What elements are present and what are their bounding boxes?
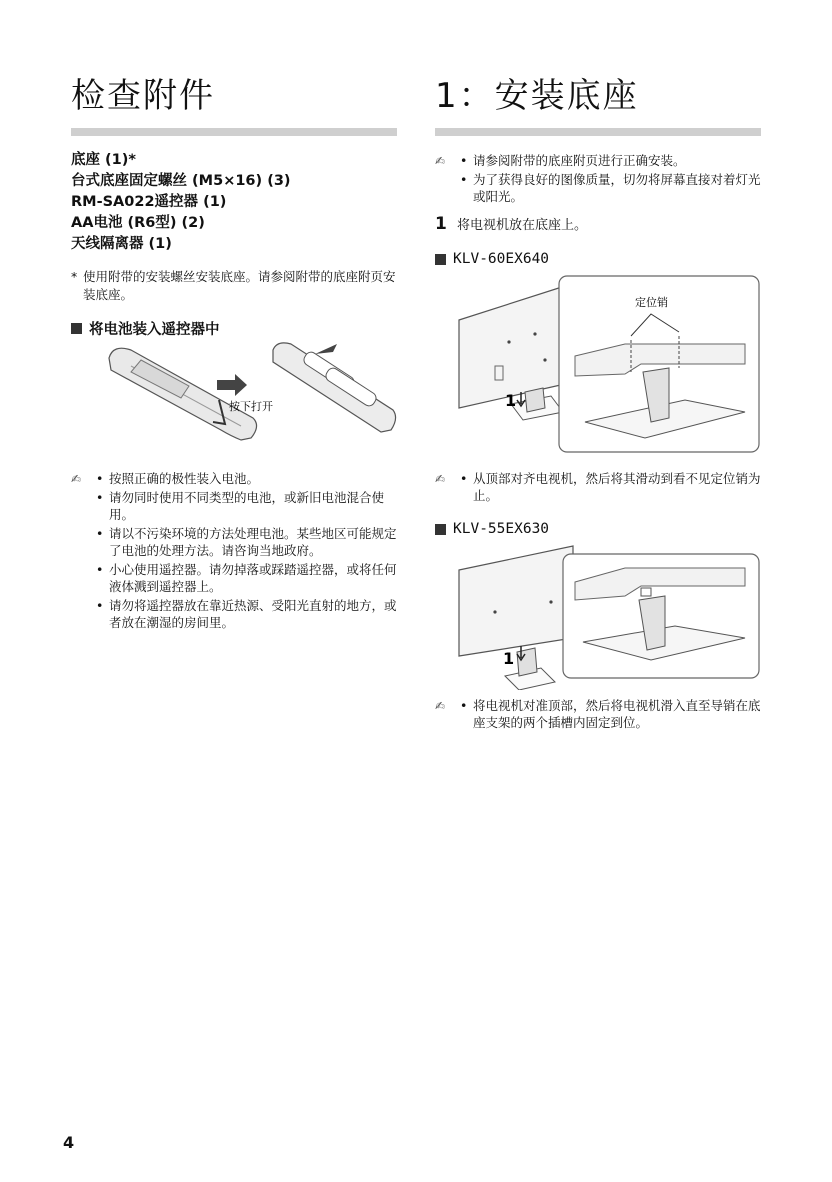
accessory-list — [71, 150, 291, 255]
step-number-label: 1 — [503, 649, 515, 668]
arrow-icon — [315, 344, 337, 354]
guide-pin-label: 定位销 — [635, 296, 668, 309]
list-item: • 小心使用遥控器。请勿掉落或踩踏遥控器，或将任何液体溅到遥控器上。 — [93, 561, 397, 595]
footnote-mark: * — [71, 269, 78, 284]
list-item: • 为了获得良好的图像质量，切勿将屏幕直接对着灯光或阳光。 — [457, 171, 761, 205]
title-rule — [435, 128, 761, 136]
model-b-heading — [435, 521, 549, 537]
step-number-label: 1 — [505, 391, 517, 410]
list-item: • 将电视机对准顶部，然后将电视机滑入直至导销在底座支架的两个插槽内固定到位。 — [457, 697, 761, 731]
note-pencil-icon: ✍ — [435, 699, 446, 713]
footnote-text: 使用附带的安装螺丝安装底座。请参阅附带的底座附页安装底座。 — [83, 269, 396, 302]
model-a-heading — [435, 251, 549, 267]
model-b-illustration — [455, 542, 761, 690]
list-item: • 请勿将遥控器放在靠近热源、受阳光直射的地方，或者放在潮湿的房间里。 — [93, 597, 397, 631]
stand-title: 1：安装底座 — [435, 76, 639, 116]
model-a-illustration — [455, 272, 761, 454]
list-item: 底座 (1)* — [71, 152, 136, 168]
battery-heading-text: 将电池装入遥控器中 — [89, 322, 220, 338]
list-item: • 从顶部对齐电视机，然后将其滑动到看不见定位销为止。 — [457, 470, 761, 504]
list-item: • 请勿同时使用不同类型的电池，或新旧电池混合使用。 — [93, 489, 397, 523]
step-text: 将电视机放在底座上。 — [457, 218, 588, 233]
list-item: RM-SA022遥控器 (1) — [71, 194, 227, 210]
square-bullet-icon — [435, 524, 446, 535]
note-pencil-icon: ✍ — [435, 154, 446, 168]
list-item: • 请参阅附带的底座附页进行正确安装。 — [457, 152, 761, 169]
square-bullet-icon — [71, 323, 82, 334]
step-1 — [435, 214, 587, 234]
model-a-label: KLV-60EX640 — [453, 251, 550, 267]
list-item: 台式底座固定螺丝 (M5×16) (3) — [71, 173, 291, 189]
accessories-title: 检查附件 — [71, 76, 215, 116]
note-pencil-icon: ✍ — [71, 472, 82, 486]
step-number: 1 — [435, 214, 447, 234]
footnote — [71, 268, 397, 304]
battery-heading — [71, 318, 220, 339]
title-rule — [71, 128, 397, 136]
square-bullet-icon — [435, 254, 446, 265]
model-b-note — [435, 697, 761, 733]
list-item: AA电池 (R6型) (2) — [71, 215, 205, 231]
tv-back-shape — [459, 546, 573, 656]
arrow-right-icon — [217, 374, 247, 396]
battery-notes — [71, 470, 397, 633]
battery-illustration — [101, 340, 397, 458]
model-b-label: KLV-55EX630 — [453, 521, 550, 537]
tv-back-shape — [459, 286, 565, 408]
page-number: 4 — [63, 1133, 75, 1152]
list-item: 天线隔离器 (1) — [71, 236, 172, 252]
list-item: • 按照正确的极性装入电池。 — [93, 470, 397, 487]
press-open-label: 按下打开 — [229, 400, 273, 413]
remote-open-shape — [273, 343, 396, 432]
model-a-note — [435, 470, 761, 506]
intro-notes — [435, 152, 761, 207]
note-pencil-icon: ✍ — [435, 472, 446, 486]
list-item: • 请以不污染环境的方法处理电池。某些地区可能规定了电池的处理方法。请咨询当地政府。 — [93, 525, 397, 559]
